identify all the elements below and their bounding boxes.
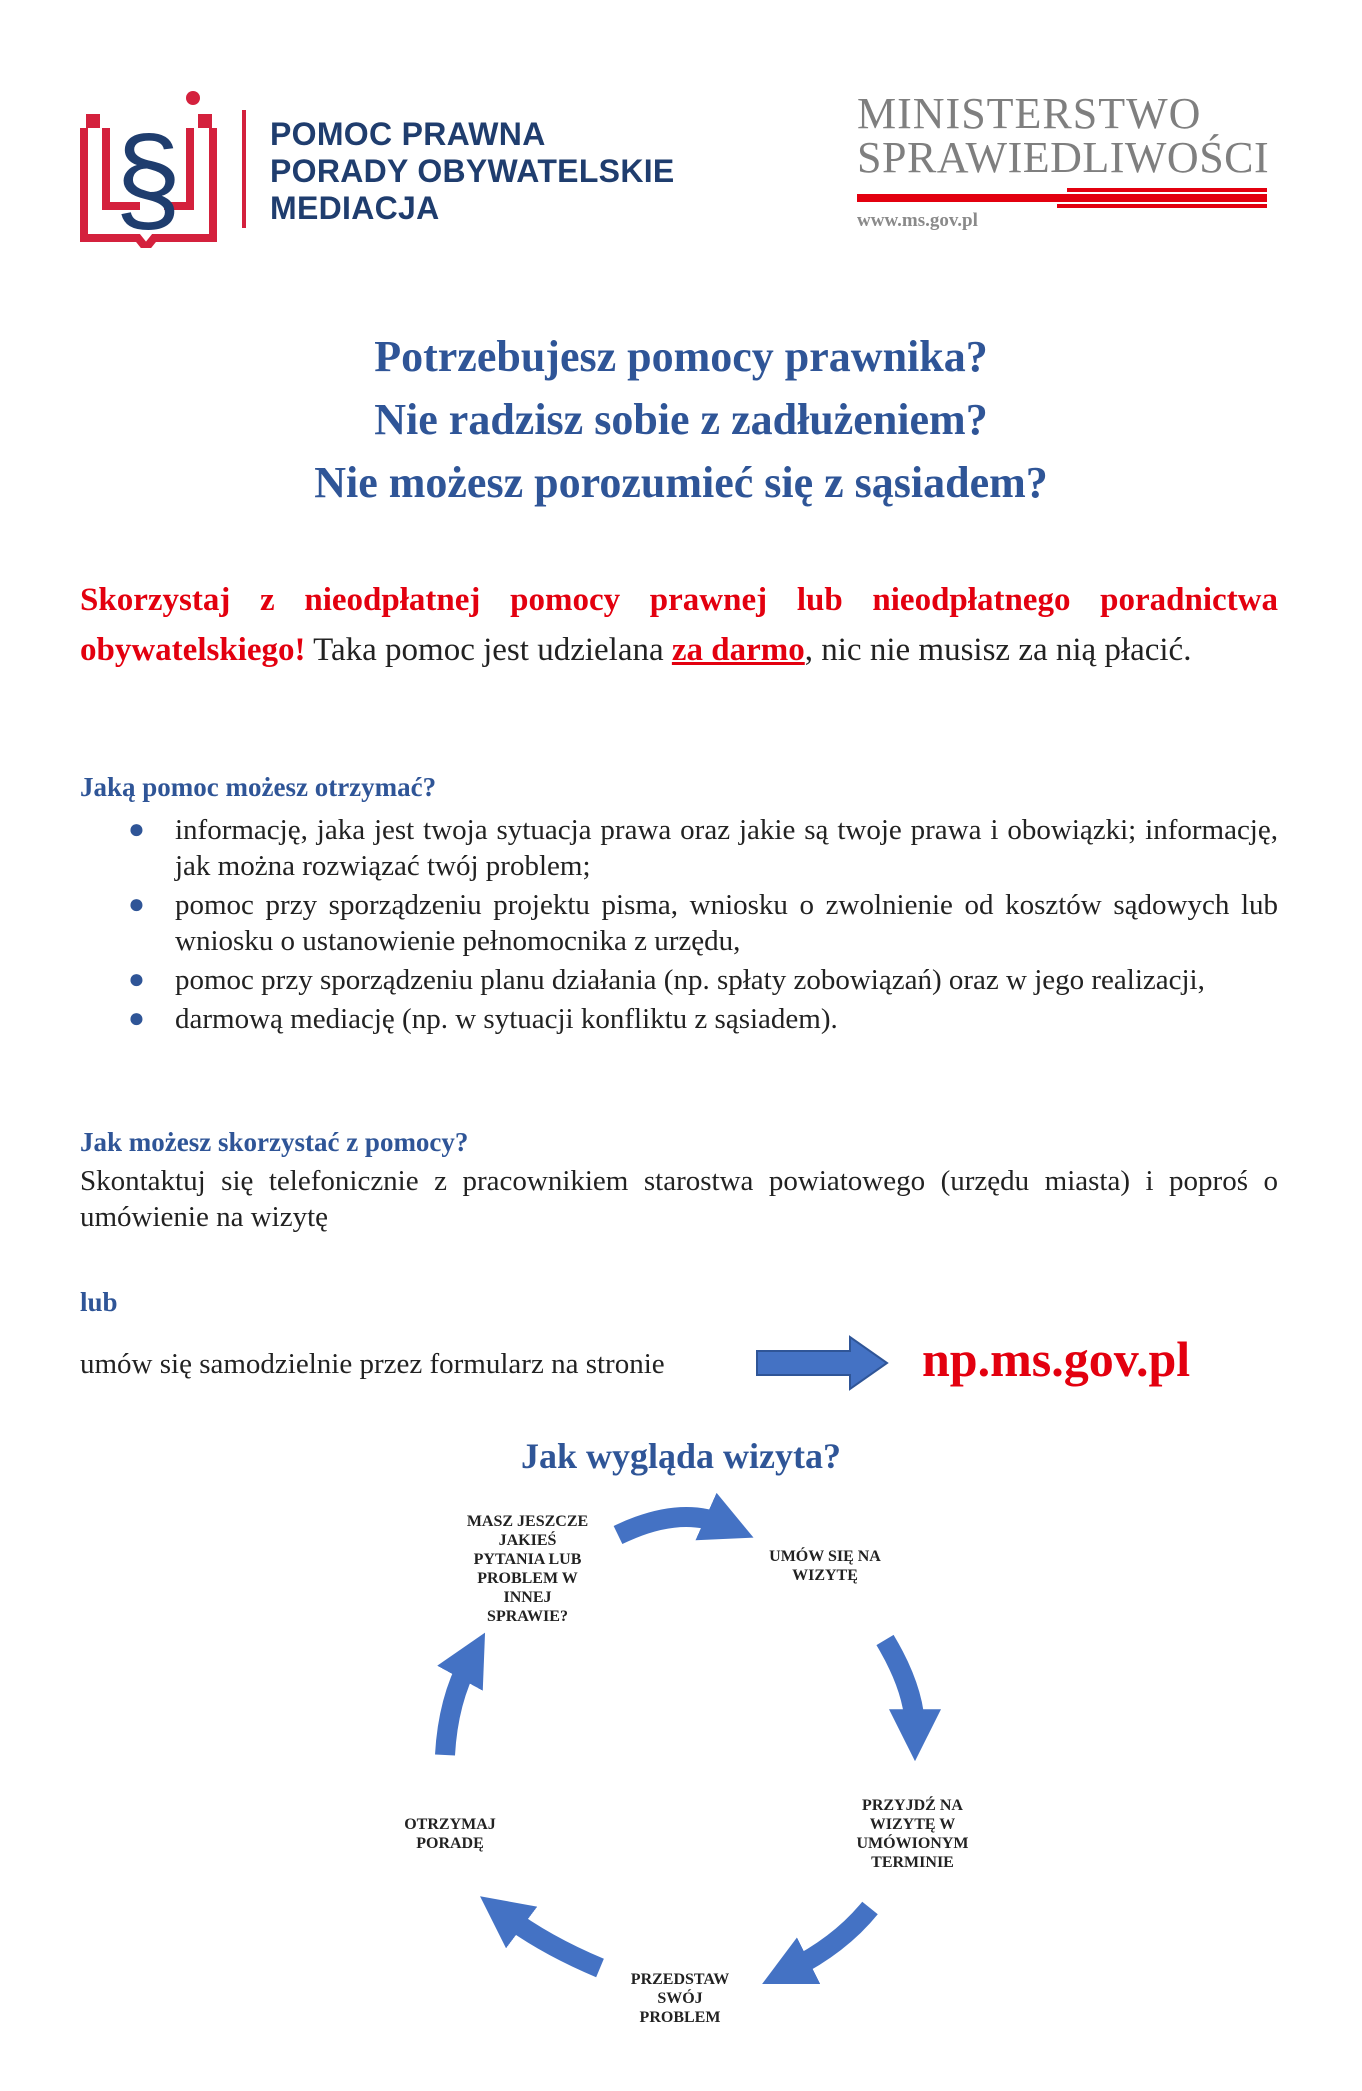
list-item: ● pomoc przy sporządzeniu planu działania (np. spłaty zobowiązań) oraz w jego realizacji, bbox=[128, 964, 1205, 996]
cycle-step-advice: OTRZYMAJ PORADĘ bbox=[404, 1816, 496, 1852]
question-1: Potrzebujesz pomocy prawnika? bbox=[374, 332, 988, 381]
logo-line-porady: PORADY OBYWATELSKIE bbox=[270, 153, 675, 189]
arrow-bottom-left-icon bbox=[505, 1915, 600, 1968]
website-link[interactable]: np.ms.gov.pl bbox=[922, 1331, 1191, 1387]
section-how-title: Jak możesz skorzystać z pomocy? bbox=[80, 1127, 469, 1157]
arrow-left-icon bbox=[445, 1660, 470, 1755]
bullet-icon: ● bbox=[128, 1003, 145, 1034]
list-item: ● darmową mediację (np. w sytuacji konfliktu z sąsiadem). bbox=[128, 1003, 838, 1035]
contact-instructions: Skontaktuj się telefonicznie z pracownikiem starostwa powiatowego (urzędu miasta) i poproś o umówienie na wizytę bbox=[80, 1165, 1278, 1233]
question-3: Nie możesz porozumieć się z sąsiadem? bbox=[314, 458, 1048, 507]
bullet-icon: ● bbox=[128, 889, 145, 920]
free-of-charge-label: za darmo bbox=[671, 632, 805, 668]
logo-line-pomoc-prawna: POMOC PRAWNA bbox=[270, 116, 546, 152]
list-item: ● pomoc przy sporządzeniu projektu pisma, wniosku o zwolnienie od kosztów sądowych lub wniosku o ustanowienie pełnomocnika z urzędu, bbox=[128, 889, 1278, 957]
or-label: lub bbox=[80, 1287, 118, 1317]
intro-text-after: , nic nie musisz za nią płacić. bbox=[804, 632, 1192, 668]
list-item: ● informację, jaka jest twoja sytuacja prawa oraz jakie są twoje prawa i obowiązki; informację, jak można rozwiązać twój problem; bbox=[128, 814, 1278, 882]
intro-text-before: Taka pomoc jest udzielana bbox=[305, 632, 672, 668]
bullet-icon: ● bbox=[128, 814, 145, 845]
svg-text:§: § bbox=[114, 112, 182, 246]
bullet-icon: ● bbox=[128, 964, 145, 995]
online-instructions: umów się samodzielnie przez formularz na stronie bbox=[80, 1348, 665, 1380]
ministry-name-line1: MINISTERSTWO bbox=[857, 89, 1202, 138]
cycle-step-book: UMÓW SIĘ NA WIZYTĘ bbox=[769, 1548, 881, 1584]
arrow-bottom-right-icon bbox=[790, 1908, 870, 1970]
intro-highlight: Skorzystaj z nieodpłatnej pomocy prawnej lub nieodpłatnego poradnictwa obywatelskiego! bbox=[80, 582, 1278, 668]
cycle-step-question: MASZ JESZCZE JAKIEŚ PYTANIA LUB PROBLEM W INNEJ SPRAWIE? bbox=[466, 1513, 589, 1625]
arrow-right-icon bbox=[885, 1640, 915, 1730]
section-help-title: Jaką pomoc możesz otrzymać? bbox=[80, 772, 437, 802]
cycle-step-present: PRZEDSTAW SWÓJ PROBLEM bbox=[630, 1971, 730, 2026]
cycle-step-attend: PRZYJDŹ NA WIZYTĘ W UMÓWIONYM TERMINIE bbox=[856, 1797, 969, 1871]
ministry-name-line2: SPRAWIEDLIWOŚCI bbox=[857, 133, 1270, 182]
arrow-top-icon bbox=[618, 1517, 725, 1535]
ministry-url[interactable]: www.ms.gov.pl bbox=[857, 210, 978, 231]
cycle-title: Jak wygląda wizyta? bbox=[520, 1436, 841, 1476]
logo-line-mediacja: MEDIACJA bbox=[270, 190, 440, 226]
question-2: Nie radzisz sobie z zadłużeniem? bbox=[374, 395, 988, 444]
